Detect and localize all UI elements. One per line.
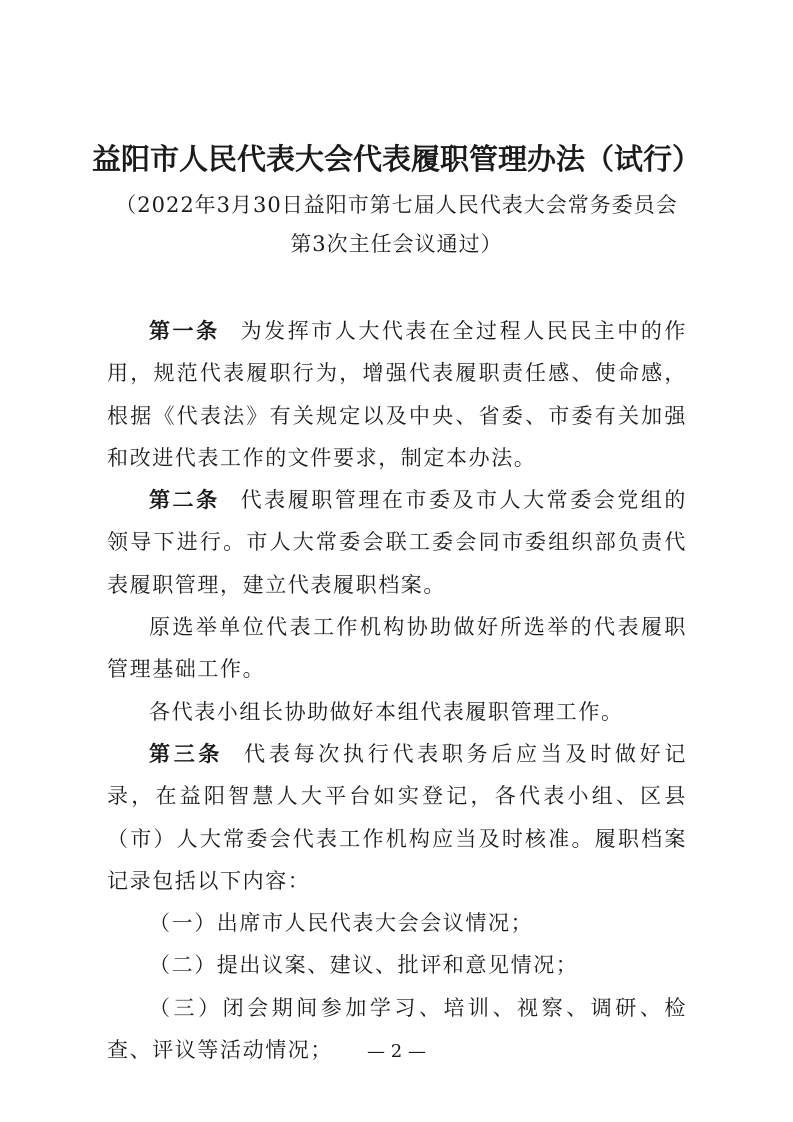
article-heading: 第一条 [149,318,220,343]
paragraph [107,733,687,902]
paragraph-text: 代表履职管理在市委及市人大常委会党组的领导下进行。市人大常委会联工委会同市委组织部负责代表履职管理，建立代表履职档案。 [107,488,687,597]
paragraph-text: （一）出席市人民代表大会会议情况； [149,911,534,936]
paragraph [107,944,687,986]
document-subtitle-line2: 第3次主任会议通过） [290,232,503,256]
paragraph-text: （二）提出议案、建议、批评和意见情况； [149,953,579,978]
paragraph [107,691,687,733]
paragraph-text: 为发挥市人大代表在全过程人民民主中的作用，规范代表履职行为，增强代表履职责任感、使命感，根据《代表法》有关规定以及中央、省委、市委有关加强和改进代表工作的文件要求，制定本办法。 [107,319,687,470]
paragraph-text: 代表每次执行代表职务后应当及时做好记录，在益阳智慧人大平台如实登记，各代表小组、区县（市）人大常委会代表工作机构应当及时核准。履职档案记录包括以下内容： [107,741,687,893]
page-number: — 2 — [367,1041,426,1062]
document-body [107,310,687,1071]
document-subtitle-line1: （2022年3月30日益阳市第七届人民代表大会常务委员会 [115,193,678,217]
paragraph-text: 原选举单位代表工作机构协助做好所选举的代表履职管理基础工作。 [107,615,687,682]
paragraph [107,310,687,479]
paragraph [107,902,687,944]
paragraph [107,479,687,606]
document-title: 益阳市人民代表大会代表履职管理办法（试行） [91,142,701,176]
paragraph [107,606,687,691]
article-heading: 第二条 [149,487,220,513]
article-heading: 第三条 [149,740,224,766]
paragraph-text: 各代表小组长协助做好本组代表履职管理工作。 [149,699,624,724]
paragraph-text: （三）闭会期间参加学习、培训、视察、调研、检查、评议等活动情况； [107,995,687,1063]
